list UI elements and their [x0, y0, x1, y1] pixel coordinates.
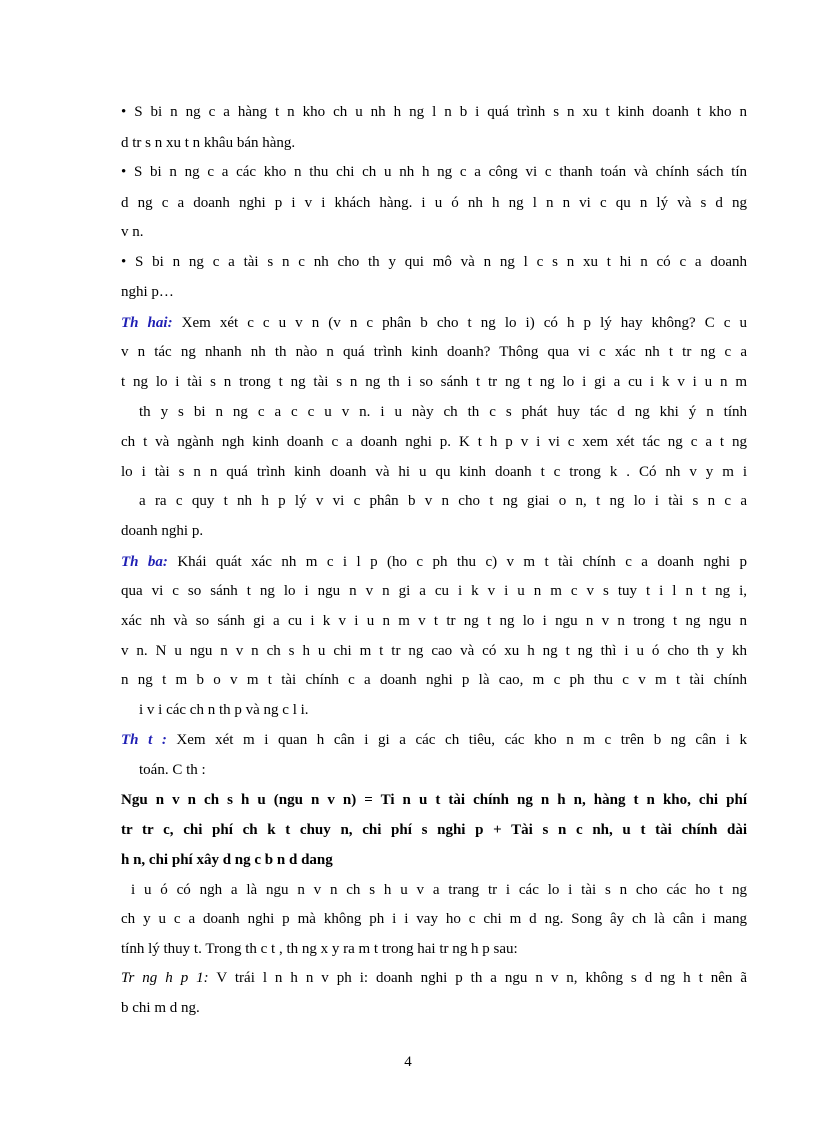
text-span: Xem xét c c u v n (v n c phân b cho t ng lo i) có h p lý hay không? C c u	[172, 315, 747, 331]
paragraph-2-first-line	[121, 313, 747, 333]
text-line: d tr s n xu t n khâu bán hàng.	[121, 135, 296, 151]
text-line: v n.	[121, 224, 144, 240]
formula-line: tr tr c, chi phí ch k t chuy n, chi phí s nghi p + Tài s n c nh, u t tài chính dài	[121, 822, 747, 838]
case-1-first-line	[121, 968, 747, 988]
text-span: Khái quát xác nh m c i l p (ho c ph thu c) v m t tài chính c a doanh nghi p	[167, 554, 748, 570]
formula-line: h n, chi phí xây d ng c b n d dang	[121, 852, 333, 868]
paragraph-3-first-line	[121, 552, 747, 572]
text-line: • S bi n ng c a tài s n c nh cho th y qui mô và n ng l c s n xu t hi n có c a doanh	[121, 254, 747, 270]
formula-line: Ngu n v n ch s h u (ngu n v n) = Ti n u t tài chính ng n h n, hàng t n kho, chi phí	[121, 792, 747, 808]
case-label: Tr ng h p 1:	[121, 970, 209, 986]
text-line: v n tác ng nhanh nh th nào n quá trình kinh doanh? Thông qua vi c xác nh t tr ng c a	[121, 344, 747, 360]
text-line: ch y u c a doanh nghi p mà không ph i i vay ho c chi m d ng. Song ây ch là cân i mang	[121, 911, 747, 927]
text-line: b chi m d ng.	[121, 1000, 200, 1016]
text-line: qua vi c so sánh t ng lo i ngu n v n gi a cu i k v i u n m c v s tuy t i l n t ng i,	[121, 583, 747, 599]
text-line: n ng t m b o v m t tài chính c a doanh nghi p là cao, m c ph thu c v m t tài chính	[121, 672, 747, 688]
section-label: Th ba:	[121, 554, 168, 570]
text-line: xác nh và so sánh gi a cu i k v i u n m v t tr ng t ng lo i ngu n v n trong t ng ngu n	[121, 613, 747, 629]
text-line: d ng c a doanh nghi p i v i khách hàng. i u ó nh h ng l n n vi c qu n lý và s d ng	[121, 195, 747, 211]
text-line: lo i tài s n n quá trình kinh doanh và hi u qu kinh doanh t c trong k . Có nh v y m i	[121, 464, 747, 480]
section-label: Th hai:	[121, 315, 173, 331]
page-number: 4	[404, 1054, 412, 1070]
text-line: i v i các ch n th p và ng c l i.	[139, 702, 309, 718]
text-line: toán. C th :	[139, 762, 206, 778]
section-label: Th t :	[121, 732, 167, 748]
text-line: ch t và ngành ngh kinh doanh c a doanh nghi p. K t h p v i vi c xem xét tác ng c a t ng	[121, 434, 747, 450]
text-span: V trái l n h n v ph i: doanh nghi p th a ngu n v n, không s d ng h t nên ã	[208, 970, 747, 986]
text-line: • S bi n ng c a các kho n thu chi ch u nh h ng c a công vi c thanh toán và chính sách tín	[121, 164, 747, 180]
text-line: t ng lo i tài s n trong t ng tài s n ng th i so sánh t tr ng t ng lo i gi a cu i k v i u n m	[121, 374, 747, 390]
text-span: Xem xét m i quan h cân i gi a các ch tiêu, các kho n m c trên b ng cân i k	[166, 732, 747, 748]
text-line: • S bi n ng c a hàng t n kho ch u nh h ng l n b i quá trình s n xu t kinh doanh t kho n	[121, 104, 747, 120]
text-line: doanh nghi p.	[121, 523, 204, 539]
text-line: v n. N u ngu n v n ch s h u chi m t tr ng cao và có xu h ng t ng thì i u ó cho th y kh	[121, 643, 747, 659]
text-line: th y s bi n ng c a c c u v n. i u này ch th c s phát huy tác d ng khi ý n tính	[139, 404, 747, 420]
text-line: i u ó có ngh a là ngu n v n ch s h u v a trang tr i các lo i tài s n cho các ho t ng	[131, 882, 747, 898]
text-line: tính lý thuy t. Trong th c t , th ng x y ra m t trong hai tr ng h p sau:	[121, 941, 518, 957]
text-line: nghi p…	[121, 284, 174, 300]
paragraph-4-first-line	[121, 730, 747, 750]
text-line: a ra c quy t nh h p lý v vi c phân b v n cho t ng giai o n, t ng lo i tài s n c a	[139, 493, 747, 509]
